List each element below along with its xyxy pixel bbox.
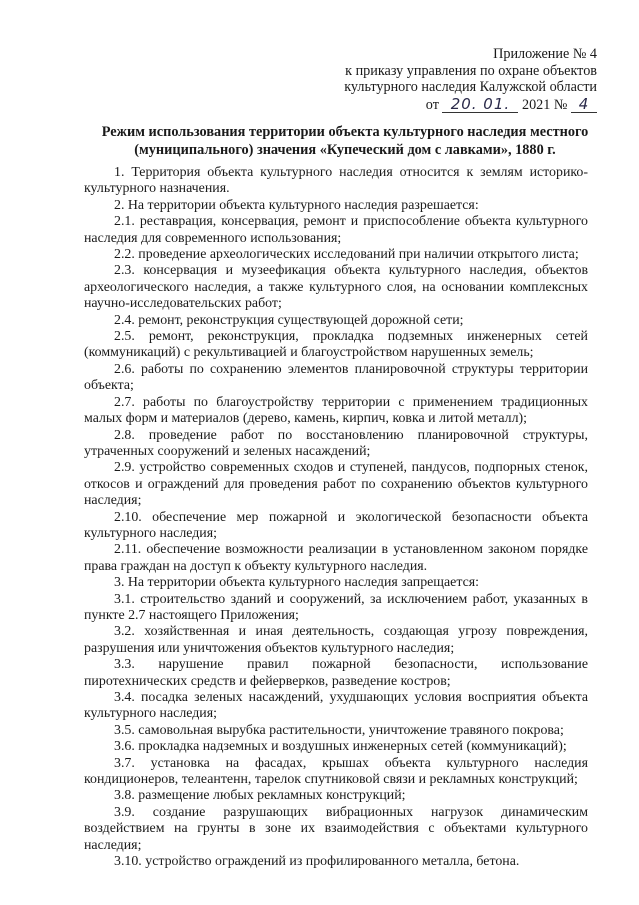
paragraph: 3.6. прокладка надземных и воздушных инженерных сетей (коммуникаций); [114, 739, 567, 755]
document-body [84, 165, 588, 870]
paragraph: 3. На территории объекта культурного наследия запрещается: [114, 575, 479, 591]
paragraph: 3.9. создание разрушающих вибрационных нагрузок динамическим воздействием на грунты в зоне их взаимодействия с объектами культурного наследия; [84, 804, 588, 853]
paragraph: 3.3. нарушение правил пожарной безопасности, использование пиротехнических средств и фейерверков, разведение костров; [84, 657, 588, 689]
appendix-header [297, 46, 597, 113]
paragraph: 2. На территории объекта культурного наследия разрешается: [114, 197, 479, 213]
paragraph: 2.10. обеспечение мер пожарной и экологической безопасности объекта культурного наследия; [84, 509, 588, 541]
paragraph: 2.7. работы по благоустройству территории с применением традиционных малых форм и материалов (дерево, камень, кирпич, ковка и литой металл); [84, 394, 588, 427]
paragraph: 2.3. консервация и музеефикация объекта культурного наследия, объектов археологического наследия, а также культурного слоя, на основании комплексных научно-исследовательских работ; [84, 263, 588, 312]
paragraph: 2.6. работы по сохранению элементов планировочной структуры территории объекта; [84, 361, 588, 394]
number-sign: № [553, 96, 568, 113]
order-year: 2021 [521, 96, 551, 113]
order-reference: к приказу управления по охране объектов [345, 62, 597, 79]
paragraph: 3.7. установка на фасадах, крышах объекта культурного наследия кондиционеров, телеантенн, тарелок спутниковой связи и рекламных конструкций; [84, 755, 588, 788]
appendix-number: Приложение № 4 [493, 46, 597, 62]
paragraph: 3.2. хозяйственная и иная деятельность, создающая угрозу повреждения, разрушения или уничтожения объектов культурного наследия; [84, 624, 588, 656]
paragraph: 3.5. самовольная вырубка растительности, уничтожение травяного покрова; [114, 722, 564, 738]
paragraph: 2.5. ремонт, реконструкция, прокладка подземных инженерных сетей (коммуникаций) с рекультивацией и благоустройством нарушенных земель; [84, 329, 588, 361]
paragraph: 3.1. строительство зданий и сооружений, за исключением работ, указанных в пункте 2.7 настоящего Приложения; [84, 591, 588, 623]
paragraph: 2.2. проведение археологических исследований при наличии открытого листа; [114, 247, 579, 263]
paragraph: 2.1. реставрация, консервация, ремонт и приспособление объекта культурного наследия для современного использования; [84, 214, 588, 246]
paragraph: 2.8. проведение работ по восстановлению планировочной структуры, утраченных сооружений и зеленых насаждений; [84, 427, 588, 459]
paragraph: 3.10. устройство ограждений из профилированного металла, бетона. [114, 854, 520, 870]
date-prefix: от [425, 96, 439, 113]
handwritten-date: 20. 01. [442, 96, 518, 114]
paragraph: 2.11. обеспечение возможности реализации в установленном законом порядке права граждан на доступ к объекту культурного наследия. [84, 542, 588, 574]
document-title: Режим использования территории объекта культурного наследия местного (муниципального) значения «Купеческий дом с лавками», 1880 г. [101, 124, 589, 158]
paragraph: 3.8. размещение любых рекламных конструкций; [114, 788, 406, 804]
paragraph: 1. Территория объекта культурного наследия относится к землям историко-культурного назначения. [84, 165, 588, 197]
authority-name: культурного наследия Калужской области [344, 79, 597, 96]
paragraph: 2.9. устройство современных сходов и ступеней, пандусов, подпорных стенок, откосов и ограждений для проведения работ по сохранению объектов культурного наследия; [84, 460, 588, 509]
handwritten-order-number: 4 [571, 96, 597, 114]
paragraph: 3.4. посадка зеленых насаждений, ухудшающих условия восприятия объекта культурного наследия; [84, 690, 588, 722]
order-date-line [297, 96, 597, 114]
paragraph: 2.4. ремонт, реконструкция существующей дорожной сети; [114, 312, 464, 328]
